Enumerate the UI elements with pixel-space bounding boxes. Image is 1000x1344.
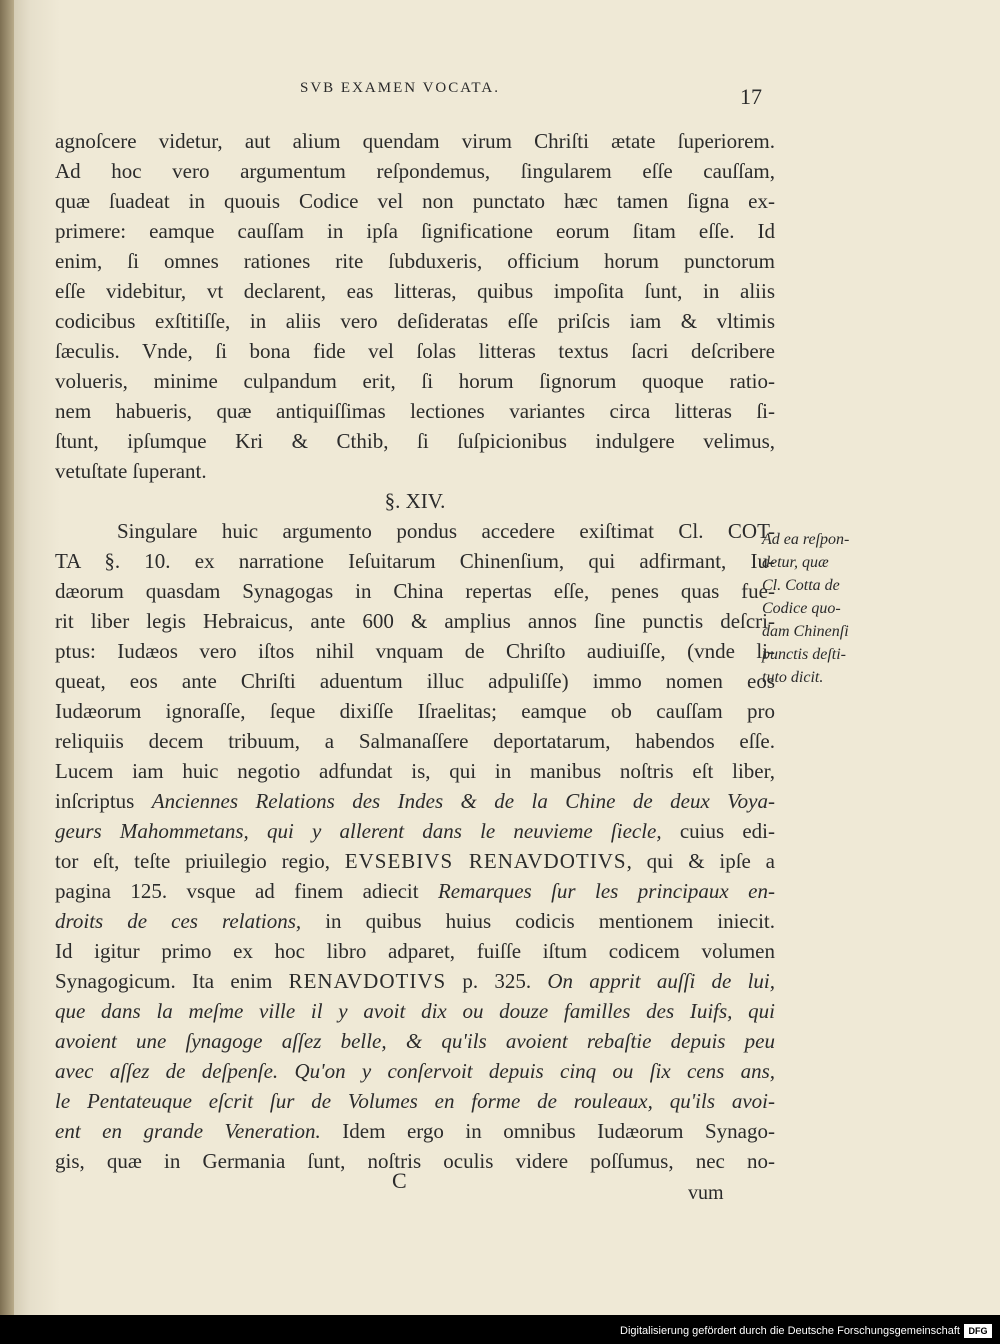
body-text (55, 126, 775, 1176)
text-line: vetuſtate ſuperant. (55, 459, 207, 483)
running-head: SVB EXAMEN VOCATA. (300, 80, 500, 96)
author-name: EVSEBIVS RENAVDOTIVS (344, 849, 627, 873)
text-line: quæ ſuadeat in quouis Codice vel non punctato hæc tamen ſigna ex- (55, 189, 775, 213)
text-line: ſæculis. Vnde, ſi bona fide vel ſolas litteras textus ſacri deſcribere (55, 339, 775, 363)
text-line: TA §. 10. ex narratione Ieſuitarum Chinenſium, qui adfirmant, Iu- (55, 549, 775, 573)
marginal-line: dam Chinenſi (762, 623, 849, 640)
text-run: cuius edi- (661, 819, 775, 843)
text-line: ptus: Iudæos vero iſtos nihil vnquam de Chriſto audiuiſſe, (vnde li- (55, 639, 775, 663)
french-title: droits de ces relations, (55, 909, 302, 933)
text-run: , qui & ipſe a (626, 849, 776, 873)
text-line: agnoſcere videtur, aut alium quendam virum Chriſti ætate ſuperiorem. (55, 129, 775, 153)
text-line: queat, eos ante Chriſti aduentum illuc adpuliſſe) immo nomen eos (55, 669, 775, 693)
french-quote: le Pentateuque eſcrit ſur de Volumes en forme de rouleaux, qu'ils avoi- (55, 1089, 775, 1113)
text-line: gis, quæ in Germania ſunt, noſtris oculis videre poſſumus, nec no- (55, 1149, 775, 1173)
text-run: Synagogicum. Ita enim (55, 969, 289, 993)
text-line: reliquiis decem tribuum, a Salmanaſſere deportatarum, habendos eſſe. (55, 729, 775, 753)
french-quote: que dans la meſme ville il y avoit dix ou douze familles des Iuifs, qui (55, 999, 775, 1023)
text-line: codicibus exſtitiſſe, in aliis vero deſideratas eſſe priſcis iam & vltimis (55, 309, 775, 333)
text-run: inſcriptus (55, 789, 152, 813)
french-quote: avoient une ſynagoge aſſez belle, & qu'ils avoient rebaſtie depuis peu (55, 1029, 775, 1053)
french-title: geurs Mahommetans, qui y allerent dans le neuvieme ſiecle, (55, 819, 662, 843)
text-line: eſſe videbitur, vt declarent, eas litteras, quibus impoſita ſunt, in aliis (55, 279, 775, 303)
section-heading: §. XIV. (384, 489, 446, 513)
text-run: pagina 125. vsque ad finem adiecit (55, 879, 438, 903)
funding-credit: Digitalisierung gefördert durch die Deutsche Forschungsgemeinschaft (620, 1325, 960, 1337)
signature-mark: C (392, 1168, 407, 1193)
marginal-line: tuto dicit. (762, 669, 824, 686)
text-line (55, 966, 775, 996)
marginal-line: punctis deſti- (762, 646, 846, 663)
marginal-line: Ad ea reſpon- (762, 531, 850, 548)
text-line: ſtunt, ipſumque Kri & Cthib, ſi ſuſpicionibus indulgere velimus, (55, 429, 775, 453)
author-name: RENAVDOTIVS (288, 969, 447, 993)
text-line (55, 906, 775, 936)
text-line: Iudæorum ignoraſſe, ſeque dixiſſe Iſraelitas; eamque ob cauſſam pro (55, 699, 775, 723)
text-line (55, 816, 775, 846)
french-quote: On apprit auſſi de lui, (547, 969, 776, 993)
marginal-line: detur, quæ (762, 554, 829, 571)
page-edge (0, 0, 14, 1315)
french-title: Remarques ſur les principaux en- (437, 879, 775, 903)
text-line: enim, ſi omnes rationes rite ſubduxeris, officium horum punctorum (55, 249, 775, 273)
dfg-logo: DFG (964, 1324, 992, 1338)
french-quote: ent en grande Veneration. (55, 1119, 321, 1143)
text-run: p. 325. (446, 969, 548, 993)
text-line (55, 846, 775, 876)
text-line: volueris, minime culpandum erit, ſi horum ſignorum quoque ratio- (55, 369, 775, 393)
text-run: in quibus huius codicis mentionem iniecit. (301, 909, 775, 933)
marginal-line: Codice quo- (762, 600, 841, 617)
marginal-note (762, 528, 892, 689)
text-line (55, 876, 775, 906)
text-run: Idem ergo in omnibus Iudæorum Synago- (320, 1119, 775, 1143)
text-line: Lucem iam huic negotio adfundat is, qui in manibus noſtris eſt liber, (55, 759, 775, 783)
text-run: tor eſt, teſte priuilegio regio, (55, 849, 345, 873)
text-line: Ad hoc vero argumentum reſpondemus, ſingularem eſſe cauſſam, (55, 159, 775, 183)
page-number: 17 (740, 84, 762, 109)
french-title: Anciennes Relations des Indes & de la Chine de deux Voya- (151, 789, 775, 813)
text-line: dæorum quasdam Synagogas in China repertas eſſe, penes quas fue- (55, 579, 775, 603)
catchword: vum (688, 1182, 724, 1204)
text-line: nem habueris, quæ antiquiſſimas lectiones variantes circa litteras ſi- (55, 399, 775, 423)
text-line: Singulare huic argumento pondus accedere exiſtimat Cl. COT- (117, 519, 775, 543)
text-line (55, 786, 775, 816)
text-line: primere: eamque cauſſam in ipſa ſignificatione eorum ſitam eſſe. Id (55, 219, 775, 243)
text-line (55, 1116, 775, 1146)
text-line: Id igitur primo ex hoc libro adparet, fuiſſe iſtum codicem volumen (55, 939, 775, 963)
marginal-line: Cl. Cotta de (762, 577, 840, 594)
french-quote: avec aſſez de deſpenſe. Qu'on y conſervoit depuis cinq ou ſix cens ans, (55, 1059, 775, 1083)
text-line: rit liber legis Hebraicus, ante 600 & amplius annos ſine punctis deſcri- (55, 609, 775, 633)
